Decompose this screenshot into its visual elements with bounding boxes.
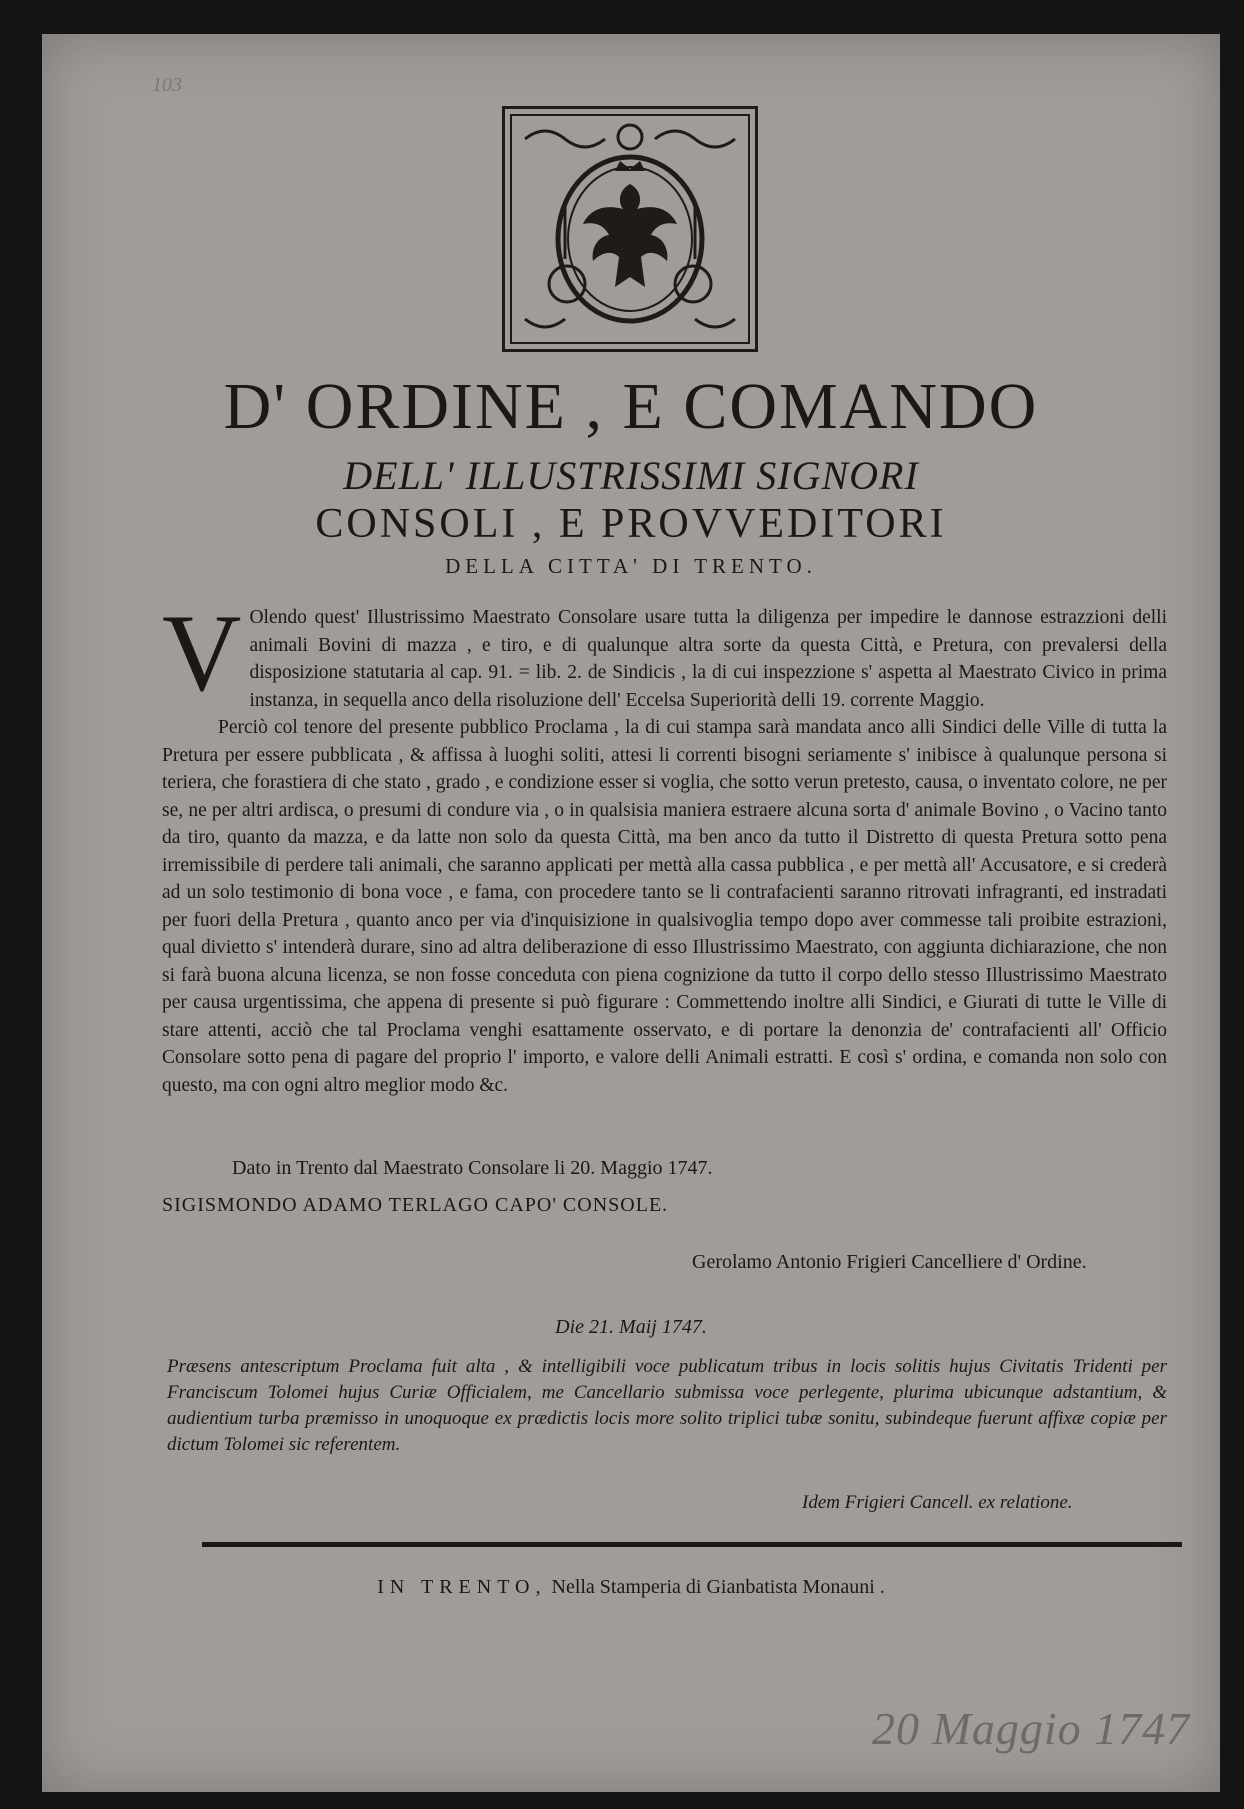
drop-cap: V [162,592,242,714]
publication-date: Die 21. Maij 1747. [555,1316,707,1338]
chancellor-line: Gerolamo Antonio Frigieri Cancelliere d' Ordine. [692,1251,1087,1273]
title-line-1: D' ORDINE , E COMANDO [223,370,1039,443]
title-line-4: DELLA CITTA' DI TRENTO. [445,554,817,578]
dated-line: Dato in Trento dal Maestrato Consolare li 20. Maggio 1747. [232,1157,713,1179]
coat-of-arms-emblem [502,106,758,352]
idem-signature: Idem Frigieri Cancell. ex relatione. [802,1492,1073,1513]
divider-rule [202,1542,1182,1547]
paragraph-1: Olendo quest' Illustrissimo Maestrato Consolare usare tutta la diligenza per impedire le dannose estrazzioni delli animali Bovini di mazza , e tiro, e di qualunque altra sorte da questa Città, e Pretura, con prevalersi della disposizione statutaria al cap. 91. = lib. 2. de Sindicis , la di cui inspezzione s' aspetta al Maestrato Civico in prima instanza, in sequella anco della risoluzione dell' Eccelsa Superiorità delli 19. corrente Maggio. [249,607,1167,711]
title-line-2: DELL' ILLUSTRISSIMI SIGNORI [343,453,919,498]
paragraph-2: Perciò col tenore del presente pubblico Proclama , la di cui stampa sarà mandata anco alli Sindici delle Ville di tutta la Pretura per essere pubblicata , & affissa à luoghi soliti, attesi li correnti bisogni seriamente s' inibisce à qualunque persona si teriera, che forastiera di che stato , grado , e condizione esser si voglia, che sotto verun pretesto, causa, o inventato colore, ne per se, ne per altri ardisca, o presumi di condure via , o in qualsisia maniera estraere alcuna sorta d' animale Bovino , o Vacino tanto da tiro, quanto da mazza, e da latte non solo da questa Città, ma ben anco da tutto il Distretto di questa Pretura sotto pena irremissibile di perdere tali animali, che saranno applicati per mettà alla cassa pubblica , e per mettà all' Accusatore, e si crederà ad un solo testimonio di bona voce , e fama, con procedere tanto se li contrafacienti saranno ritrovati infragranti, ed instradati per fuori della Pretura , quanto anco per via d'inquisizione in qualsivoglia tempo dopo aver commesse tali proibite estrazioni, qual divietto s' intenderà durare, sino ad altra deliberazione di esso Illustrissimo Maestrato, con aggiunta dichiarazione, che non si farà buona alcuna licenza, se non fosse conceduta con piena cognizione da tutto il corpo dello stesso Illustrissimo Maestrato per causa urgentissima, che appena di presente si può figurare : Commettendo inoltre alli Sindici, e Giurati di tutte le Ville di stare attenti, acciò che tal Proclama venghi esattamente osservato, e di portare la denonzia de' contrafacienti all' Officio Consolare sotto pena di pagare del proprio l' importo, e valore delli Animali estratti. E così s' ordina, e comanda non solo con questo, ma con ogni altro meglior modo &c. [162,717,1167,1096]
imprint-printer: Nella Stamperia di Gianbatista Monauni . [551,1576,885,1598]
pencil-mark: 103 [152,74,182,96]
printer-imprint [42,1576,1220,1599]
handwritten-date: 20 Maggio 1747 [872,1703,1191,1754]
imprint-city: IN TRENTO, [377,1576,547,1598]
latin-attestation: Præsens antescriptum Proclama fuit alta , & intelligibili voce publicatum tribus in locis solitis hujus Civitatis Tridenti per Franciscum Tolomei hujus Curiæ Officialem, me Cancellario submissa voce perlegente, plurima ubicunque adstantium, & audientium turba præmisso in unoquoque ex prædictis locis more solito triplici tubæ sonitu, subindeque fuerunt affixæ copiæ per dictum Tolomei sic referentem. [167,1356,1167,1455]
eagle-emblem-icon [505,109,755,349]
document-sheet [42,34,1220,1792]
signer-line: SIGISMONDO ADAMO TERLAGO CAPO' CONSOLE. [162,1194,669,1216]
proclamation-body [162,592,1167,1099]
title-line-3: CONSOLI , E PROVVEDITORI [315,501,947,547]
